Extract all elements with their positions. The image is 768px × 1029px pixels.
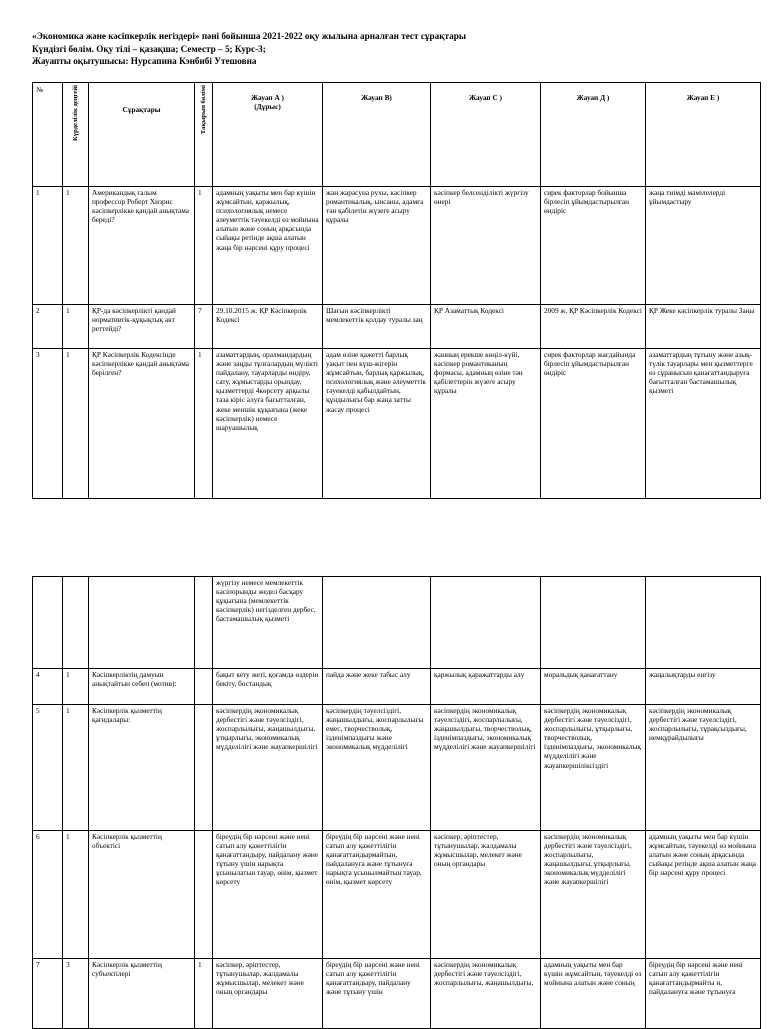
cell-level: 1 — [63, 669, 89, 705]
table-row — [33, 705, 761, 831]
cell-answer-e: кәсіпкердің экономикалық дербестігі және тәуелсіздігі, жоспарлылығы, тұрақсыздығы, немқұрайдылығы — [646, 705, 761, 831]
cell-answer-d: сирек факторлар жағдайында бірлесіп ұйымдастырылған өндіріс — [541, 349, 646, 499]
cell-answer-a: кәсіпкер, әріптестер, тұтынушылар, жалдамалы жұмысшылар, мелекет және оның органдары — [213, 959, 323, 1029]
cell-count: 1 — [195, 959, 213, 1029]
cell-level: 1 — [63, 187, 89, 305]
table-row — [33, 305, 761, 349]
cell-question: Кәсіпкерлік қызметтің объектісі — [89, 831, 195, 959]
header-line-2: Күндізгі бөлім. Оқу тілі – қазақша; Семестр – 5; Курс-3; — [32, 43, 266, 54]
table-header-row — [33, 83, 761, 187]
cell-answer-d: кәсіпкердің экономикалық дербестігі және тәуелсіздігі, жоспарлылығы, ұтқырлығы, творчестволық, ізденімпаздығы, экономикалық мүдделілігі және жауапкершіліксіздігі — [541, 705, 646, 831]
cell-answer-b: адам өзіне қажетті барлық уақыт пен күш-жігерін жұмсайтын, барлық қаржылық, психологиялық және әлеуметтік тәуекелді қабылдайтын, құндылығы бар жаңа затты жасау процесі — [323, 349, 431, 499]
cell-count: 7 — [195, 305, 213, 349]
cell-level — [63, 577, 89, 669]
cell-answer-c: кәсіпкер, әріптестер, тұтынушылар, жалдамалы жұмысшылар, мелекет және оның органдары — [431, 831, 541, 959]
cell-answer-e: адамның уақыты мен бар күшін жұмсайтын, тәуекелді өз мойнына алатын және соның арқасында сыйақы ретінде ақша алатын жаңа бір нәрсені құру процесі — [646, 831, 761, 959]
cell-answer-b: пайда және жеке табыс алу — [323, 669, 431, 705]
cell-answer-b: Шағын кәсіпкерлікті мемлекеттік қолдау туралы заң — [323, 305, 431, 349]
cell-level: 3 — [63, 959, 89, 1029]
cell-num: 2 — [33, 305, 63, 349]
col-question-header: Сұрақтары — [89, 83, 195, 187]
cell-answer-e: ҚР Жеке кәсіпкерлік туралы Заңы — [646, 305, 761, 349]
cell-num — [33, 577, 63, 669]
cell-question: Кәсіпкерліктің дамуын анықтайтын себеп (мотив): — [89, 669, 195, 705]
header-line-3: Жауапты оқытушысы: Нурсапина Кэнбибі Утешовна — [32, 56, 257, 66]
cell-question: Кәсіпкерлік қызметтің субъектілері — [89, 959, 195, 1029]
document-header — [32, 30, 752, 68]
cell-count: 1 — [195, 187, 213, 305]
cell-answer-b — [323, 577, 431, 669]
col-difficulty-header: Күрделілік деңгейі — [63, 83, 89, 187]
cell-answer-d — [541, 577, 646, 669]
cell-count — [195, 577, 213, 669]
cell-answer-c: ҚР Азаматтық Кодексі — [431, 305, 541, 349]
col-answer-e-header: Жауап Е ) — [646, 83, 761, 187]
cell-answer-b: біреудің бір нәрсені және нені сатып алу қажеттілігін қанағаттандырмайтын, пайдалануға және тұтынуға нарықта ұсынылмайтын тауар, өнім, қызмет көрсету — [323, 831, 431, 959]
cell-answer-c: кәсіпкердің экономикалық дербестігі және тәуелсіздігі, жоспарлылығы, жаңашылдығы, — [431, 959, 541, 1029]
cell-question: ҚР-да кәсіпкерлікті қандай нормативтік-құқықтық акт реттейді? — [89, 305, 195, 349]
cell-answer-d: адамның уақыты мен бар күшін жұмсайтын, тәуекелді өз мойнына алатын және соның — [541, 959, 646, 1029]
cell-num: 6 — [33, 831, 63, 959]
cell-question: ҚР Кәсіпкерлік Кодексінде кәсіпкерлікке қандай анықтама берілген? — [89, 349, 195, 499]
cell-level: 1 — [63, 831, 89, 959]
questions-table-page-2 — [32, 576, 761, 1029]
cell-answer-b: кәсіпкердің тәуелсіздігі, жаңашылдығы, жоспарлылығы емес, творчестволық, ізденімпаздығы және экономикалық мүдделілігі — [323, 705, 431, 831]
cell-num: 4 — [33, 669, 63, 705]
col-answer-a-header: Жауап А ) (Дұрыс) — [213, 83, 323, 187]
table-row — [33, 577, 761, 669]
cell-answer-e: жаңа тиімді мәмілелерді ұйымдастыру — [646, 187, 761, 305]
cell-answer-a: 29.10.2015 ж. ҚР Кәсіпкерлік Кодексі — [213, 305, 323, 349]
cell-answer-c: қаржылық қаражаттарды алу — [431, 669, 541, 705]
table-row — [33, 831, 761, 959]
col-num-header: № — [33, 83, 63, 187]
table-row — [33, 959, 761, 1029]
cell-answer-c: кәсіпкер белсенділікті жүргізу өнері — [431, 187, 541, 305]
cell-num: 7 — [33, 959, 63, 1029]
cell-answer-d: сирек факторлар бойынша бірлесіп ұйымдастырылған өндіріс — [541, 187, 646, 305]
cell-question: Кәсіпкерлік қызметтің қағидалары: — [89, 705, 195, 831]
cell-num: 5 — [33, 705, 63, 831]
cell-answer-a: кәсіпкердің экономикалық дербестігі және тәуелсіздігі, жоспарлылығы, жаңашылдығы, ұтқырлығы, экономикалық мүдделілігі және жауапкершілігі — [213, 705, 323, 831]
cell-count — [195, 831, 213, 959]
cell-count — [195, 669, 213, 705]
cell-answer-b: біреудің бір нәрсені және нені сатып алу қажеттілігін қанағаттандыру, пайдалану және тұтыну үшін — [323, 959, 431, 1029]
cell-question: Американдық ғалым профессор Роберт Хизрис кәсіпкерлікке қандай анықтама береді? — [89, 187, 195, 305]
cell-answer-d: 2009 ж. ҚР Кәсіпкерлік Кодексі — [541, 305, 646, 349]
cell-answer-d: кәсіпкердің экономикалық дербестігі және тәуелсіздігі, жоспарлылығы, жаңашылдығы, ұтқырлығы, экономикалық мүдделілігі және жауапкершілігі — [541, 831, 646, 959]
cell-answer-c — [431, 577, 541, 669]
cell-answer-a: бақыт кету жеті, қоғамда өздерін бекіту, бостандық — [213, 669, 323, 705]
cell-count: 1 — [195, 349, 213, 499]
cell-count — [195, 705, 213, 831]
cell-question — [89, 577, 195, 669]
cell-num: 3 — [33, 349, 63, 499]
cell-level: 1 — [63, 305, 89, 349]
cell-level: 1 — [63, 349, 89, 499]
cell-answer-c: кәсіпкердің экономикалық тәуелсіздігі, жоспарлылығы, жаңашылдығы, творчестволық, ізденімпаздығы, экономикалық мүдделілігі және жауапкершілігі — [431, 705, 541, 831]
col-answer-c-header: Жауап С ) — [431, 83, 541, 187]
cell-answer-c: жанның ерекше көңіл-күйі, кәсіпкер романтиканың формасы, адамның өзіне тән қабілеттерін жүзеге асыру құралы — [431, 349, 541, 499]
cell-answer-a: біреудің бір нәрсені және нені сатып алу қажеттілігін қанағаттандыру, пайдалану және тұтыну үшін нарықта ұсынылатын тауар, өнім, қызмет көрсету — [213, 831, 323, 959]
col-topic-header: Тақырып бөлімі — [195, 83, 213, 187]
col-answer-b-header: Жауап В) — [323, 83, 431, 187]
table-row — [33, 187, 761, 305]
cell-num: 1 — [33, 187, 63, 305]
table-row — [33, 669, 761, 705]
cell-answer-e — [646, 577, 761, 669]
cell-answer-b: жан жарасуна рухы, кәсіпкер романтикалық, ынсаны, адамға тән қабілетін жүзеге асыру құралы — [323, 187, 431, 305]
cell-answer-d: моральдық қанағаттану — [541, 669, 646, 705]
cell-answer-e: жаңалықтарды енгізу — [646, 669, 761, 705]
header-line-1: «Экономика және кәсіпкерлік негіздері» пәні бойынша 2021-2022 оқу жылына арналған тест сұрақтары — [32, 31, 466, 41]
cell-answer-e: азаматтардың тұтыну және азық-түлік тауарлары мен қызметтерге өз сұранысын қанағаттандыруға бағытталған бастамашылық қызметі — [646, 349, 761, 499]
table-row — [33, 349, 761, 499]
cell-level: 1 — [63, 705, 89, 831]
questions-table-page-1 — [32, 82, 761, 499]
col-answer-d-header: Жауап Д ) — [541, 83, 646, 187]
cell-answer-a: адамның уақыты мен бар күшін жұмсайтын, қаржылық, психологиялық немесе әлеуметтік тәуекелді өз мойнына алатын және соның арқасында сыйақы ретінде ақша алатын жаңа бір нәрсені құру процесі — [213, 187, 323, 305]
cell-answer-a: жүргізу немесе мемлекеттік кәсіпорынды жедел басқару құқығына (мемлекеттік кәсіпкерлік) негізделген дербес, бастамашылық қызметі — [213, 577, 323, 669]
cell-answer-a: азаматтардың, оралмандардың және заңды тұлғалардың мүлікті пайдалану, тауарларды өндіру, сату, жұмыстарды орындау, қызметтерді 4көрсету арқылы таза кіріс алуға бағытталған, жеке меншік құқығына (жеке кәсіпкерлік) немесе шаруашылық — [213, 349, 323, 499]
cell-answer-e: біреудің бір нәрсені және нені сатып алу қажеттілігін қанағаттандырмайты н, пайдалануға және тұтынуға — [646, 959, 761, 1029]
